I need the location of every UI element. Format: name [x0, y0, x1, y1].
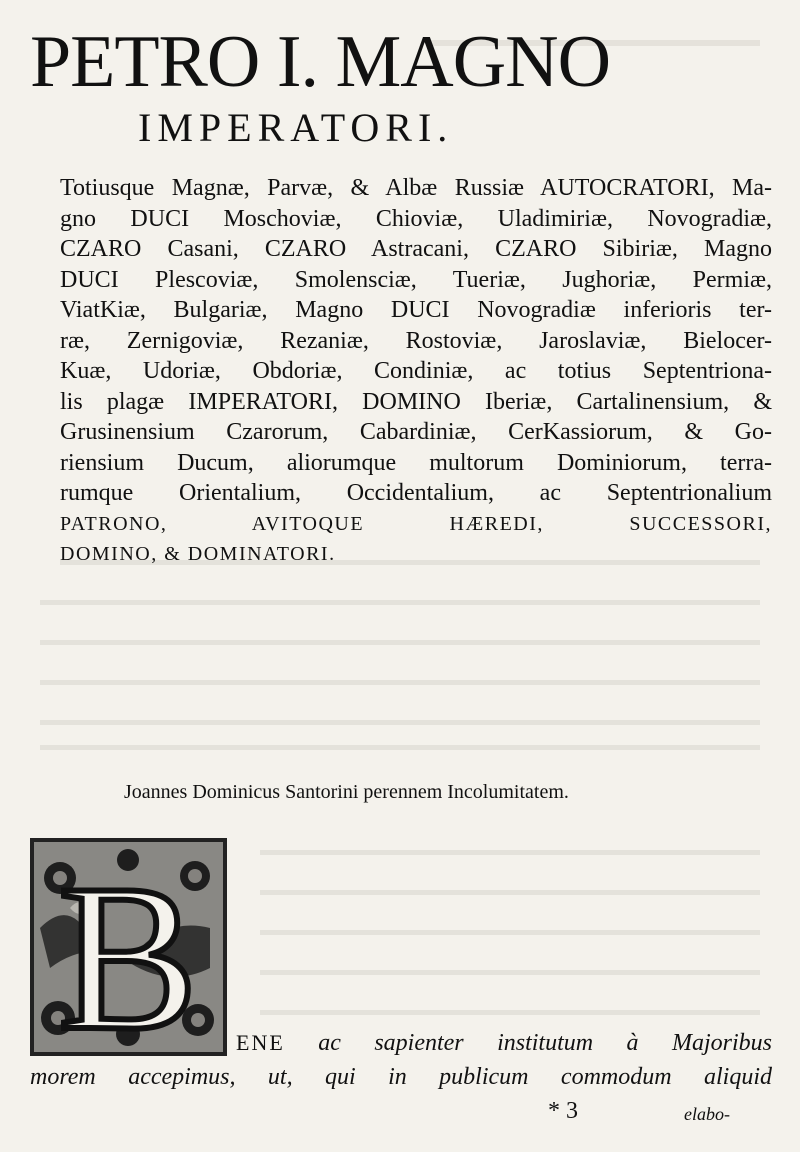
paragraph-opening-caps: ENE — [236, 1030, 285, 1055]
dedication-line: DUCI Plescoviæ, Smolensciæ, Tueriæ, Jughoriæ, Permiæ, — [60, 266, 772, 293]
dedication-body — [60, 173, 772, 570]
title-line-1: PETRO I. MAGNO — [30, 21, 611, 103]
dedication-line: DOMINO, & DOMINATORI. — [60, 543, 336, 565]
decorated-initial — [30, 838, 227, 1056]
paragraph-line-1-text: ac sapienter institutum à Majoribus — [318, 1030, 772, 1056]
title-line-2: IMPERATORI. — [138, 105, 454, 150]
dedication-line: ræ, Zernigoviæ, Rezaniæ, Rostoviæ, Jaroslaviæ, Bielocer- — [60, 327, 772, 354]
dedication-line: Kuæ, Udoriæ, Obdoriæ, Condiniæ, ac totius Septentriona- — [60, 358, 772, 384]
dedication-line: gno DUCI Moschoviæ, Chioviæ, Uladimiriæ, Novogradiæ, — [60, 205, 772, 232]
greeting-line: Joannes Dominicus Santorini perennem Incolumitatem. — [124, 781, 569, 803]
dedication-line: Grusinensium Czarorum, Cabardiniæ, CerKassiorum, & Go- — [60, 419, 772, 445]
dedication-line: riensium Ducum, aliorumque multorum Dominiorum, terra- — [60, 449, 772, 476]
initial-letter: B — [57, 842, 199, 1056]
catchword: elabo- — [684, 1104, 730, 1124]
signature-mark: * 3 — [548, 1098, 578, 1124]
paragraph-line-2: morem accepimus, ut, qui in publicum commodum aliquid — [30, 1064, 772, 1090]
dedication-line: lis plagæ IMPERATORI, DOMINO Iberiæ, Cartalinensium, & — [60, 388, 772, 415]
dedication-line: Totiusque Magnæ, Parvæ, & Albæ Russiæ AUTOCRATORI, Ma- — [60, 175, 772, 201]
dedication-line: CZARO Casani, CZARO Astracani, CZARO Sibiriæ, Magno — [60, 236, 772, 262]
dedication-line: PATRONO, AVITOQUE HÆREDI, SUCCESSORI, — [60, 512, 772, 535]
dedication-line: ViatKiæ, Bulgariæ, Magno DUCI Novogradiæ inferioris ter- — [60, 297, 772, 323]
dedication-line: rumque Orientalium, Occidentalium, ac Septentrionalium — [60, 480, 772, 506]
paragraph-line-1 — [236, 1030, 772, 1057]
